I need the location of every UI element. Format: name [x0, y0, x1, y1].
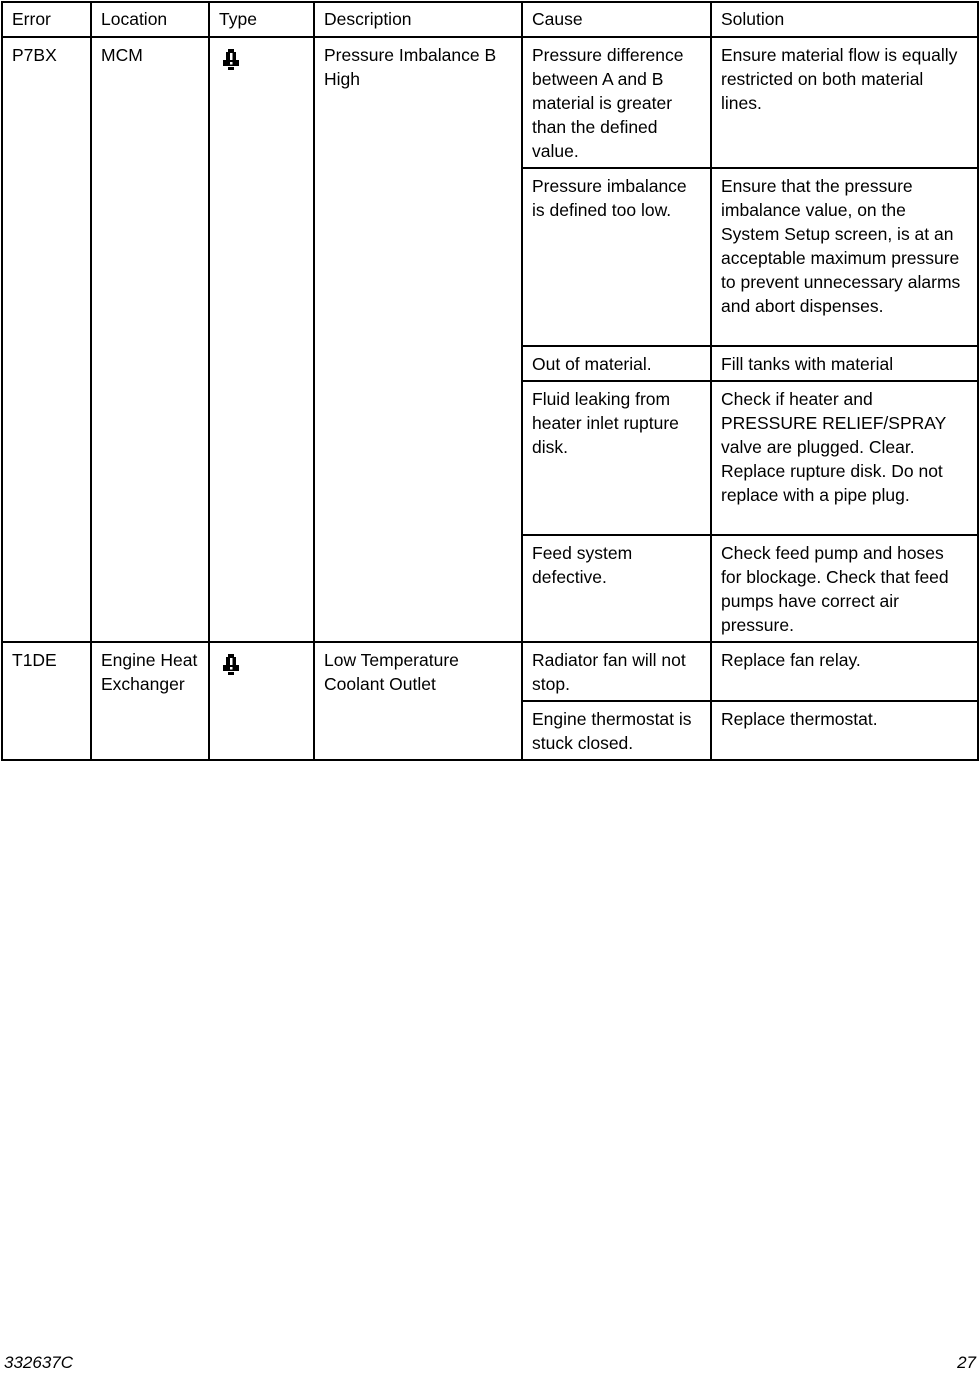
error-code: T1DE: [2, 642, 91, 760]
page-number: 27: [957, 1353, 976, 1372]
header-description: Description: [314, 2, 522, 37]
solution: Check feed pump and hoses for blockage. Check that feed pumps have correct air pressure.: [711, 535, 978, 642]
header-solution: Solution: [711, 2, 978, 37]
alarm-bell-icon: [219, 652, 243, 682]
solution: Ensure material flow is equally restricted on both material lines.: [711, 37, 978, 168]
location: Engine Heat Exchanger: [91, 642, 209, 760]
solution: Ensure that the pressure imbalance value, on the System Setup screen, is at an acceptable maximum pressure to prevent unnecessary alarms and abort dispenses.: [711, 168, 978, 346]
solution: Check if heater and PRESSURE RELIEF/SPRAY valve are plugged. Clear. Replace rupture disk. Do not replace with a pipe plug.: [711, 381, 978, 535]
cause: Out of material.: [522, 346, 711, 381]
type-cell: [209, 37, 314, 642]
table-row: [2, 37, 978, 168]
header-row: [2, 2, 978, 37]
description: Low Temperature Coolant Outlet: [314, 642, 522, 760]
cause: Pressure difference between A and B material is greater than the defined value.: [522, 37, 711, 168]
document-number: 332637C: [4, 1353, 74, 1372]
alarm-bell-icon: [219, 47, 243, 77]
solution: Replace fan relay.: [711, 642, 978, 701]
cause: Radiator fan will not stop.: [522, 642, 711, 701]
error-code: P7BX: [2, 37, 91, 642]
header-type: Type: [209, 2, 314, 37]
error-table: [1, 1, 979, 761]
type-cell: [209, 642, 314, 760]
cause: Engine thermostat is stuck closed.: [522, 701, 711, 760]
cause: Feed system defective.: [522, 535, 711, 642]
header-cause: Cause: [522, 2, 711, 37]
cause: Pressure imbalance is defined too low.: [522, 168, 711, 346]
description: Pressure Imbalance B High: [314, 37, 522, 642]
header-error: Error: [2, 2, 91, 37]
solution: Fill tanks with material: [711, 346, 978, 381]
table-row: [2, 642, 978, 701]
solution: Replace thermostat.: [711, 701, 978, 760]
location: MCM: [91, 37, 209, 642]
header-location: Location: [91, 2, 209, 37]
cause: Fluid leaking from heater inlet rupture disk.: [522, 381, 711, 535]
